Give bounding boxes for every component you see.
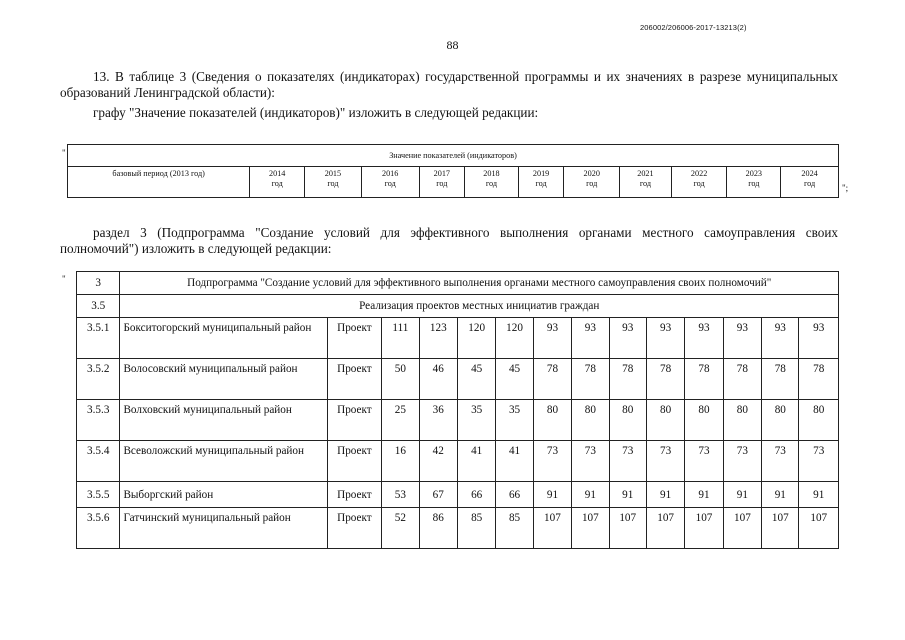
- table-row: [77, 508, 839, 549]
- row-number: 3.5.1: [77, 318, 120, 359]
- unit-cell: Проект: [327, 400, 382, 441]
- paragraph-item-13: 13. В таблице 3 (Сведения о показателях (индикаторах) государственной программы и их значениях в разрезе муниципальных образований Ленинградской области):: [60, 69, 838, 100]
- value-cell: 85: [457, 508, 495, 549]
- year-cell: [250, 167, 305, 198]
- value-cell: 36: [419, 400, 457, 441]
- paragraph-column-instruction: графу "Значение показателей (индикаторов)" изложить в следующей редакции:: [93, 105, 539, 120]
- table-row: [77, 359, 839, 400]
- value-cell: 73: [533, 441, 571, 482]
- value-cell: 91: [685, 482, 723, 508]
- value-cell: 35: [457, 400, 495, 441]
- value-cell: 93: [646, 318, 684, 359]
- value-cell: 107: [723, 508, 761, 549]
- value-cell: 93: [609, 318, 646, 359]
- value-cell: 73: [609, 441, 646, 482]
- year-number: 2024: [801, 169, 818, 178]
- value-cell: 73: [685, 441, 723, 482]
- year-word: год: [535, 179, 547, 188]
- value-cell: 80: [572, 400, 609, 441]
- years-row: [68, 167, 839, 198]
- section-number: 3.5: [77, 295, 120, 318]
- year-number: 2018: [483, 169, 500, 178]
- year-number: 2023: [745, 169, 762, 178]
- row-number: 3.5.3: [77, 400, 120, 441]
- year-cell: [620, 167, 672, 198]
- municipality-name: Бокситогорский муниципальный район: [120, 318, 327, 359]
- unit-cell: Проект: [327, 482, 382, 508]
- year-number: 2016: [381, 169, 399, 178]
- opening-quote-1: ": [62, 148, 66, 158]
- value-cell: 111: [382, 318, 419, 359]
- year-word: год: [436, 179, 448, 188]
- value-cell: 93: [723, 318, 761, 359]
- value-cell: 73: [723, 441, 761, 482]
- year-word: год: [639, 179, 652, 188]
- year-cell: [465, 167, 519, 198]
- value-cell: 78: [609, 359, 646, 400]
- value-cell: 123: [419, 318, 457, 359]
- value-cell: 91: [646, 482, 684, 508]
- value-cell: 73: [572, 441, 609, 482]
- value-cell: 120: [457, 318, 495, 359]
- unit-cell: Проект: [327, 318, 382, 359]
- row-number: 3.5.5: [77, 482, 120, 508]
- year-cell: [671, 167, 727, 198]
- year-cell: [727, 167, 781, 198]
- year-word: год: [327, 179, 339, 188]
- row-number: 3.5.6: [77, 508, 120, 549]
- table-row: [77, 400, 839, 441]
- table-row: [77, 318, 839, 359]
- value-cell: 107: [762, 508, 799, 549]
- value-cell: 107: [572, 508, 609, 549]
- unit-cell: Проект: [327, 359, 382, 400]
- year-word: год: [803, 179, 816, 188]
- value-cell: 85: [496, 508, 533, 549]
- value-cell: 78: [723, 359, 761, 400]
- year-number: 2021: [637, 169, 654, 178]
- table-row: [77, 441, 839, 482]
- value-cell: 73: [646, 441, 684, 482]
- unit-cell: Проект: [327, 441, 382, 482]
- value-cell: 91: [609, 482, 646, 508]
- subprogram-header-row: [77, 272, 839, 295]
- municipality-name: Гатчинский муниципальный район: [120, 508, 327, 549]
- year-cell: [518, 167, 564, 198]
- opening-quote-2: ": [62, 274, 66, 284]
- value-cell: 93: [762, 318, 799, 359]
- value-cell: 42: [419, 441, 457, 482]
- value-cell: 80: [762, 400, 799, 441]
- value-cell: 80: [723, 400, 761, 441]
- municipality-name: Выборгский район: [120, 482, 327, 508]
- value-cell: 107: [646, 508, 684, 549]
- value-cell: 78: [533, 359, 571, 400]
- value-cell: 50: [382, 359, 419, 400]
- year-cell: [361, 167, 419, 198]
- value-cell: 45: [457, 359, 495, 400]
- value-cell: 78: [685, 359, 723, 400]
- value-cell: 73: [799, 441, 839, 482]
- year-word: год: [693, 179, 705, 188]
- year-number: 2019: [532, 169, 550, 178]
- base-period-cell: базовый период (2013 год): [68, 167, 250, 198]
- value-cell: 107: [685, 508, 723, 549]
- value-cell: 91: [723, 482, 761, 508]
- value-cell: 120: [496, 318, 533, 359]
- year-number: 2017: [433, 169, 450, 178]
- value-cell: 107: [609, 508, 646, 549]
- document-id: 206002/206006-2017-13213(2): [640, 23, 747, 32]
- municipality-name: Волосовский муниципальный район: [120, 359, 327, 400]
- closing-quote-1: ";: [842, 183, 849, 193]
- year-number: 2015: [324, 169, 342, 178]
- year-number: 2022: [690, 169, 708, 178]
- value-cell: 66: [457, 482, 495, 508]
- value-cell: 80: [799, 400, 839, 441]
- year-word: год: [271, 179, 283, 188]
- year-cell: [305, 167, 362, 198]
- subprogram-table: [76, 271, 839, 549]
- year-word: год: [485, 179, 498, 188]
- value-cell: 45: [496, 359, 533, 400]
- value-cell: 53: [382, 482, 419, 508]
- value-cell: 25: [382, 400, 419, 441]
- value-cell: 78: [572, 359, 609, 400]
- value-cell: 91: [572, 482, 609, 508]
- year-number: 2014: [269, 169, 286, 178]
- municipality-name: Всеволожский муниципальный район: [120, 441, 327, 482]
- value-cell: 67: [419, 482, 457, 508]
- row-number: 3.5.4: [77, 441, 120, 482]
- value-cell: 93: [799, 318, 839, 359]
- value-cell: 41: [496, 441, 533, 482]
- value-cell: 80: [533, 400, 571, 441]
- value-cell: 78: [762, 359, 799, 400]
- value-cell: 78: [646, 359, 684, 400]
- page-number: 88: [446, 38, 459, 52]
- value-cell: 41: [457, 441, 495, 482]
- value-cell: 93: [685, 318, 723, 359]
- value-cell: 66: [496, 482, 533, 508]
- value-cell: 46: [419, 359, 457, 400]
- indicator-values-table: [67, 144, 839, 198]
- indicator-values-title: Значение показателей (индикаторов): [68, 145, 839, 167]
- value-cell: 91: [533, 482, 571, 508]
- paragraph-section-3: раздел 3 (Подпрограмма "Создание условий для эффективного выполнения органами местного самоуправления своих полномочий") изложить в следующей редакции:: [60, 225, 838, 256]
- subprogram-title: Подпрограмма "Создание условий для эффективного выполнения органами местного самоуправления своих полномочий": [120, 272, 839, 295]
- value-cell: 86: [419, 508, 457, 549]
- value-cell: 107: [533, 508, 571, 549]
- value-cell: 52: [382, 508, 419, 549]
- value-cell: 93: [572, 318, 609, 359]
- value-cell: 80: [685, 400, 723, 441]
- year-cell: [419, 167, 465, 198]
- value-cell: 107: [799, 508, 839, 549]
- section-header-row: [77, 295, 839, 318]
- value-cell: 73: [762, 441, 799, 482]
- year-cell: [781, 167, 839, 198]
- value-cell: 91: [799, 482, 839, 508]
- value-cell: 93: [533, 318, 571, 359]
- unit-cell: Проект: [327, 508, 382, 549]
- row-number: 3.5.2: [77, 359, 120, 400]
- year-word: год: [384, 179, 396, 188]
- year-number: 2020: [583, 169, 600, 178]
- subprogram-number: 3: [77, 272, 120, 295]
- year-cell: [564, 167, 620, 198]
- value-cell: 80: [609, 400, 646, 441]
- municipality-name: Волховский муниципальный район: [120, 400, 327, 441]
- value-cell: 91: [762, 482, 799, 508]
- section-title: Реализация проектов местных инициатив граждан: [120, 295, 839, 318]
- value-cell: 35: [496, 400, 533, 441]
- year-word: год: [748, 179, 760, 188]
- value-cell: 80: [646, 400, 684, 441]
- value-cell: 16: [382, 441, 419, 482]
- table-row: [77, 482, 839, 508]
- value-cell: 78: [799, 359, 839, 400]
- year-word: год: [586, 179, 598, 188]
